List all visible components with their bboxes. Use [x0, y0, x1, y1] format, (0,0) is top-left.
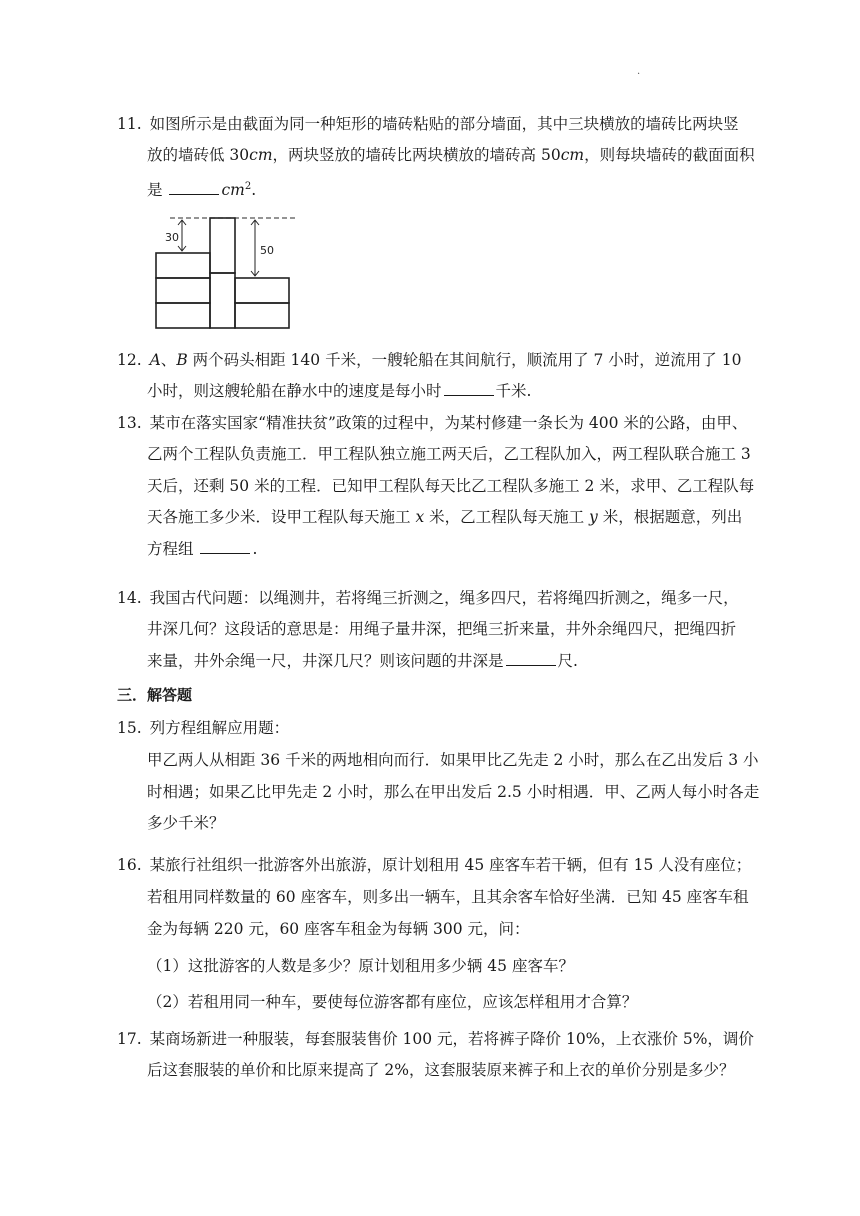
q11-answer-blank[interactable] — [169, 180, 219, 195]
q11-line-1 — [117, 114, 739, 134]
q12-separator: 、 — [160, 351, 177, 369]
q15-line-1 — [117, 718, 289, 738]
q11-text-2b: ，两块竖放的墙砖比两块横放的墙砖高 50 — [272, 146, 561, 164]
q13-text-5b: . — [252, 540, 258, 558]
q11-text-2a: 放的墙砖低 30 — [147, 146, 250, 164]
q13-var-y: y — [589, 508, 598, 526]
q11-unit-1: cm — [249, 146, 273, 164]
q11-text-3b: . — [251, 181, 257, 200]
label-30: 30 — [165, 231, 179, 244]
q14-text-3b: 尺. — [557, 652, 578, 670]
q13-var-x: x — [415, 508, 425, 526]
q17-line-2 — [147, 1060, 735, 1080]
q15-line-4 — [147, 813, 225, 833]
q11-tile-figure — [146, 210, 306, 335]
brick-right-2 — [235, 303, 289, 328]
q15-text-2: 甲乙两人从相距 36 千米的两地相向而行．如果甲比乙先走 2 小时，那么在乙出发后 3 小 — [147, 751, 759, 769]
q17-number: 17. — [117, 1030, 142, 1048]
q11-text-3a: 是 — [147, 181, 168, 200]
q13-text-2: 乙两个工程队负责施工．甲工程队独立施工两天后，乙工程队加入，两工程队联合施工 3 — [147, 445, 751, 463]
q13-line-4 — [147, 507, 742, 527]
q15-line-2 — [147, 750, 759, 770]
q17-text-2: 后这套服装的单价和比原来提高了 2%，这套服装原来裤子和上衣的单价分别是多少？ — [147, 1061, 735, 1079]
q12-text-2b: 千米. — [495, 382, 532, 400]
q12-text-1: 两个码头相距 140 千米，一艘轮船在其间航行，顺流用了 7 小时，逆流用了 10 — [187, 351, 742, 369]
q16-line-1 — [117, 855, 751, 875]
q14-text-3a: 来量，井外余绳一尺，井深几尺？则该问题的井深是 — [147, 652, 504, 670]
q11-unit-2: cm — [560, 146, 585, 164]
brick-left-3 — [156, 303, 210, 328]
q16-line-2 — [147, 887, 749, 907]
q12-point-a: A — [149, 351, 161, 369]
q14-answer-blank[interactable] — [506, 651, 556, 666]
q15-line-3 — [147, 782, 759, 802]
q14-line-3 — [147, 651, 578, 671]
brick-vertical-1 — [210, 218, 235, 273]
q13-text-4a: 天各施工多少米．设甲工程队每天施工 — [147, 508, 416, 526]
q16-subquestion-2 — [147, 992, 637, 1012]
q14-text-1: 我国古代问题：以绳测井，若将绳三折测之，绳多四尺，若将绳四折测之，绳多一尺， — [149, 589, 739, 607]
brick-right-1 — [235, 278, 289, 303]
brick-left-1 — [156, 253, 210, 278]
q13-text-4b: 米，乙工程队每天施工 — [424, 508, 590, 526]
q14-line-2 — [147, 619, 736, 639]
brick-vertical-2 — [210, 273, 235, 328]
q13-answer-blank[interactable] — [200, 539, 250, 554]
q13-text-5a: 方程组 — [147, 540, 199, 558]
q16-subquestion-1 — [147, 956, 574, 976]
q16-sub-2: （2）若租用同一种车，要使每位游客都有座位，应该怎样租用才合算？ — [147, 993, 638, 1011]
q15-text-1: 列方程组解应用题： — [149, 719, 290, 737]
q16-number: 16. — [117, 856, 142, 874]
q17-text-1: 某商场新进一种服装，每套服装售价 100 元，若将裤子降价 10%，上衣涨价 5%，调价 — [149, 1030, 754, 1048]
q16-sub-1: （1）这批游客的人数是多少？原计划租用多少辆 45 座客车？ — [147, 957, 574, 975]
q16-text-1: 某旅行社组织一批游客外出旅游，原计划租用 45 座客车若干辆，但有 15 人没有座位； — [149, 856, 752, 874]
q16-text-3: 金为每辆 220 元，60 座客车租金为每辆 300 元，问： — [147, 920, 530, 938]
q13-line-3 — [147, 476, 754, 496]
q12-line-1 — [117, 350, 741, 370]
q12-line-2 — [147, 381, 531, 401]
q11-text-2c: ，则每块墙砖的截面面积 — [584, 146, 755, 164]
q16-text-2: 若租用同样数量的 60 座客车，则多出一辆车，且其余客车恰好坐满．已知 45 座客车租 — [147, 888, 749, 906]
q11-line-3 — [147, 177, 256, 200]
q13-line-5 — [147, 539, 257, 559]
brick-left-2 — [156, 278, 210, 303]
q11-line-2 — [147, 145, 755, 165]
q14-number: 14. — [117, 589, 142, 607]
header-dot: . — [637, 66, 641, 77]
q15-text-3: 时相遇；如果乙比甲先走 2 小时，那么在甲出发后 2.5 小时相遇．甲、乙两人每小时各走 — [147, 783, 760, 801]
q12-answer-blank[interactable] — [444, 381, 494, 396]
q13-line-1 — [117, 413, 747, 433]
q15-number: 15. — [117, 719, 142, 737]
q16-line-3 — [147, 919, 530, 939]
q12-text-2a: 小时，则这艘轮船在静水中的速度是每小时 — [147, 382, 442, 400]
q13-text-3: 天后，还剩 50 米的工程．已知甲工程队每天比乙工程队多施工 2 米，求甲、乙工程队每 — [147, 477, 755, 495]
q14-line-1 — [117, 588, 739, 608]
section-3-title: 三．解答题 — [117, 686, 193, 704]
label-50: 50 — [260, 244, 274, 257]
q17-line-1 — [117, 1029, 754, 1049]
q12-point-b: B — [176, 351, 188, 369]
q11-text-1: 如图所示是由截面为同一种矩形的墙砖粘贴的部分墙面，其中三块横放的墙砖比两块竖 — [149, 115, 739, 133]
q13-text-1: 某市在落实国家“精准扶贫”政策的过程中，为某村修建一条长为 400 米的公路，由甲、 — [149, 414, 748, 432]
q13-text-4c: 米，根据题意，列出 — [597, 508, 743, 526]
q12-number: 12. — [117, 351, 142, 369]
q15-text-4: 多少千米？ — [147, 814, 225, 832]
q11-unit-3: cm — [221, 181, 245, 200]
q14-text-2: 井深几何？这段话的意思是：用绳子量井深，把绳三折来量，井外余绳四尺，把绳四折 — [147, 620, 737, 638]
q13-line-2 — [147, 444, 751, 464]
q13-number: 13. — [117, 414, 142, 432]
q11-superscript: 2 — [244, 181, 252, 192]
q11-number: 11. — [117, 115, 142, 133]
